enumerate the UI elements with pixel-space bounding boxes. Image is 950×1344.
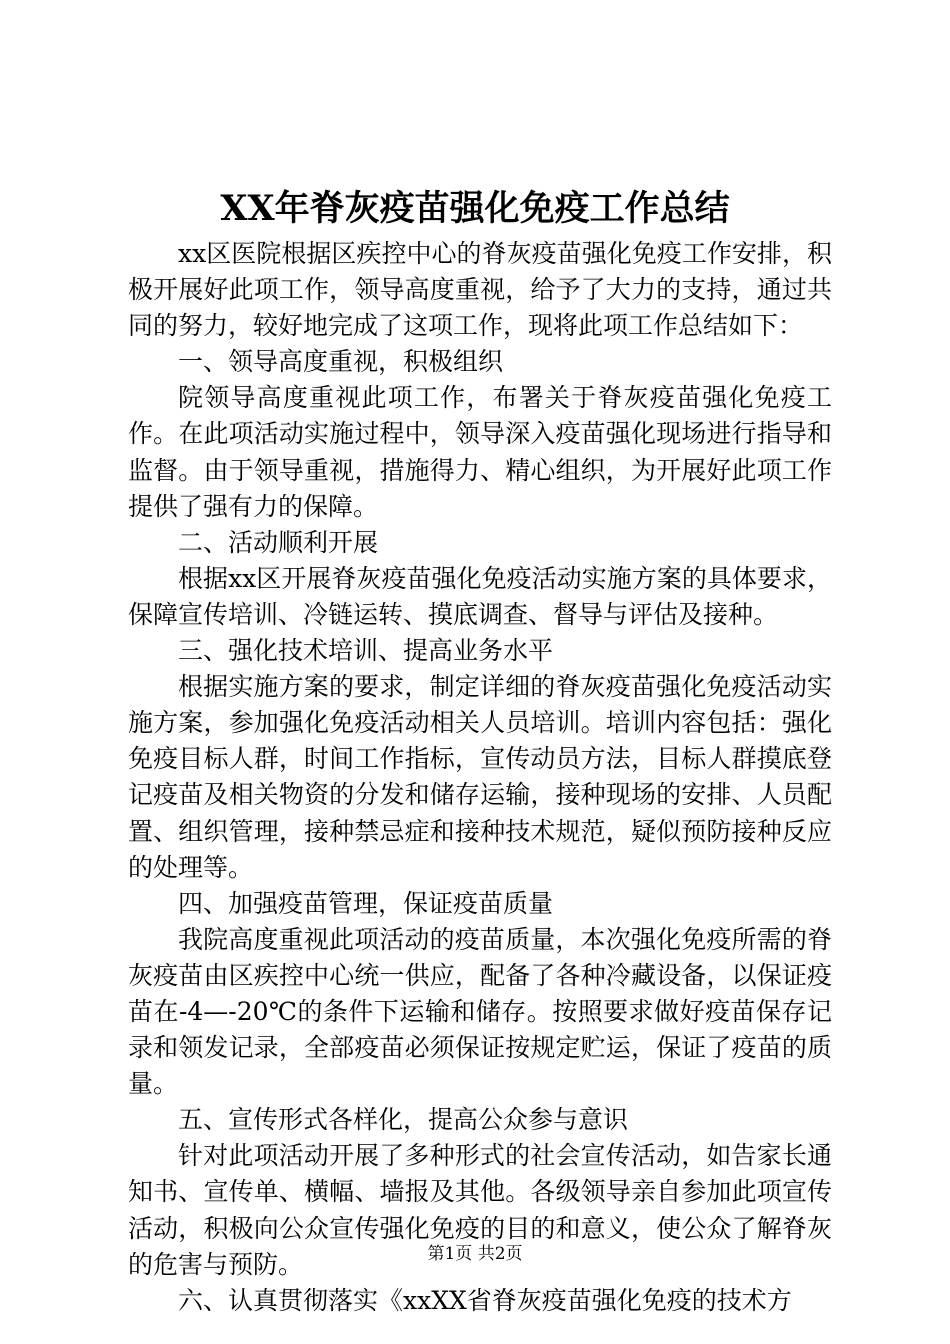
section-heading-6: 六、认真贯彻落实《xxXX省脊灰疫苗强化免疫的技术方 <box>178 1285 792 1315</box>
paragraph-section-3: 根据实施方案的要求，制定详细的脊灰疫苗强化免疫活动实施方案，参加强化免疫活动相关人员培训。培训内容包括：强化免疫目标人群，时间工作指标，宣传动员方法，目标人群摸底登记疫苗及相关物资的分发和储存运输，接种现场的安排、人员配置、组织管理，接种禁忌症和接种技术规范，疑似预防接种反应的处理等。 <box>128 672 832 882</box>
paragraph-intro: xx区医院根据区疾控中心的脊灰疫苗强化免疫工作安排，积极开展好此项工作，领导高度重视，给予了大力的支持，通过共同的努力，较好地完成了这项工作，现将此项工作总结如下： <box>128 239 832 341</box>
section-heading-1: 一、领导高度重视，积极组织 <box>178 347 504 377</box>
section-heading-5: 五、宣传形式各样化，提高公众参与意识 <box>178 1105 629 1135</box>
section-heading-2: 二、活动顺利开展 <box>178 527 379 557</box>
section-heading-4: 四、加强疫苗管理，保证疫苗质量 <box>178 888 554 918</box>
section-heading-3: 三、强化技术培训、提高业务水平 <box>178 636 554 666</box>
paragraph-section-2: 根据xx区开展脊灰疫苗强化免疫活动实施方案的具体要求，保障宣传培训、冷链运转、摸底调查、督导与评估及接种。 <box>128 563 832 629</box>
paragraph-section-5: 针对此项活动开展了多种形式的社会宣传活动，如告家长通知书、宣传单、横幅、墙报及其他。各级领导亲自参加此项宣传活动，积极向公众宣传强化免疫的目的和意义，使公众了解脊灰的危害与预防。 <box>128 1141 832 1279</box>
paragraph-section-1: 院领导高度重视此项工作，布署关于脊灰疫苗强化免疫工作。在此项活动实施过程中，领导深入疫苗强化现场进行指导和监督。由于领导重视，措施得力、精心组织，为开展好此项工作提供了强有力的保障。 <box>128 383 832 521</box>
page-footer: 第1页 共2页 <box>427 1244 523 1264</box>
document-title: XX年脊灰疫苗强化免疫工作总结 <box>220 188 730 229</box>
paragraph-section-4: 我院高度重视此项活动的疫苗质量，本次强化免疫所需的脊灰疫苗由区疾控中心统一供应，配备了各种冷藏设备，以保证疫苗在-4—-20℃的条件下运输和储存。按照要求做好疫苗保存记录和领发记录，全部疫苗必须保证按规定贮运，保证了疫苗的质量。 <box>128 924 832 1099</box>
document-body <box>128 236 832 1319</box>
